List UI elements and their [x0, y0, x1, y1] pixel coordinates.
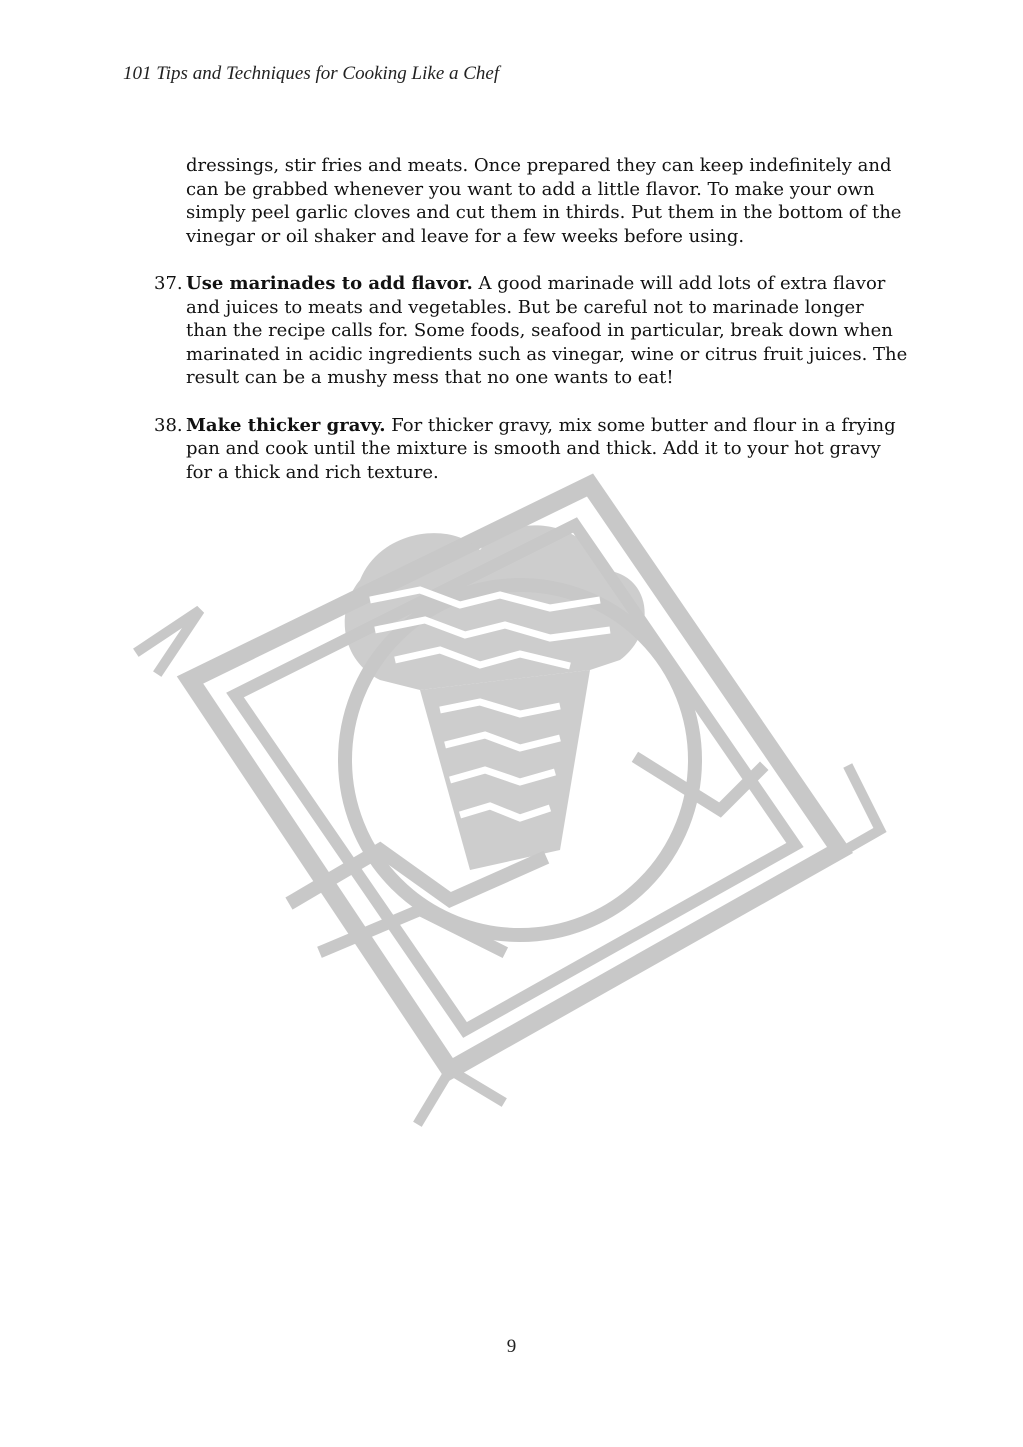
- tip-text: For thicker gravy, mix some butter and flour in a frying pan and cook until the mixture is smooth and thick. Add it to your hot gravy for a thick and rich texture.: [186, 414, 896, 483]
- page-content: [150, 154, 910, 508]
- tip-item: [150, 272, 910, 390]
- tip-title: Make thicker gravy.: [186, 414, 386, 436]
- running-header: 101 Tips and Techniques for Cooking Like a Chef: [123, 63, 500, 84]
- tip-item: [150, 414, 910, 485]
- tip-body: [186, 414, 910, 485]
- tip-body: [186, 272, 910, 390]
- continued-paragraph: dressings, stir fries and meats. Once prepared they can keep indefinitely and can be grabbed whenever you want to add a little flavor. To make your own simply peel garlic cloves and cut them in thirds. Put them in the bottom of the vinegar or oil shaker and leave for a few weeks before using.: [186, 155, 902, 247]
- tip-title: Use marinades to add flavor.: [186, 273, 473, 294]
- chef-hat-watermark-icon: [120, 430, 900, 1150]
- tip-number: 37.: [154, 273, 183, 294]
- page-number: 9: [506, 1336, 517, 1357]
- tip-number: 38.: [154, 414, 183, 436]
- tip-text: A good marinade will add lots of extra flavor and juices to meats and vegetables. But be careful not to marinade longer than the recipe calls for. Some foods, seafood in particular, break down when marinated in acidic ingredients such as vinegar, wine or citrus fruit juices. The result can be a mushy mess that no one wants to eat!: [186, 273, 908, 388]
